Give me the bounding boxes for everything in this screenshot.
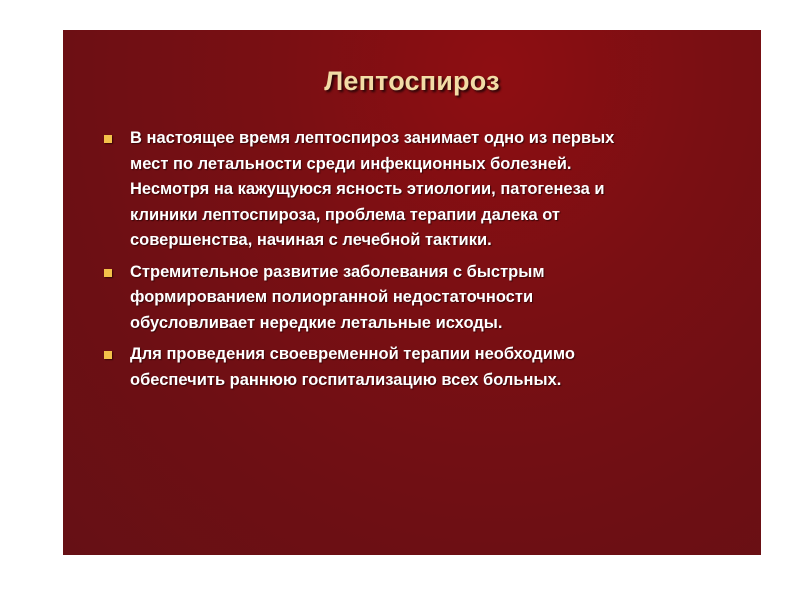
slide-title: Лептоспироз	[324, 66, 500, 96]
slide	[63, 30, 761, 555]
bullet-text: В настоящее время лептоспироз занимает одно из первых мест по летальности среди инфекционных болезней. Несмотря на кажущуюся ясность этиологии, патогенеза и клиники лептоспироза, проблема терапии далека от совершенства, начиная с лечебной тактики.	[130, 129, 615, 249]
bullet-item	[102, 126, 742, 254]
square-bullet-icon	[104, 135, 112, 143]
square-bullet-icon	[104, 269, 112, 277]
bullet-item	[102, 260, 742, 337]
bullet-text: Для проведения своевременной терапии необходимо обеспечить раннюю госпитализацию всех больных.	[130, 345, 575, 389]
bullet-item	[102, 342, 742, 393]
bullet-list	[102, 126, 742, 399]
square-bullet-icon	[104, 351, 112, 359]
bullet-text: Стремительное развитие заболевания с быстрым формированием полиорганной недостаточности обусловливает нередкие летальные исходы.	[130, 262, 545, 332]
